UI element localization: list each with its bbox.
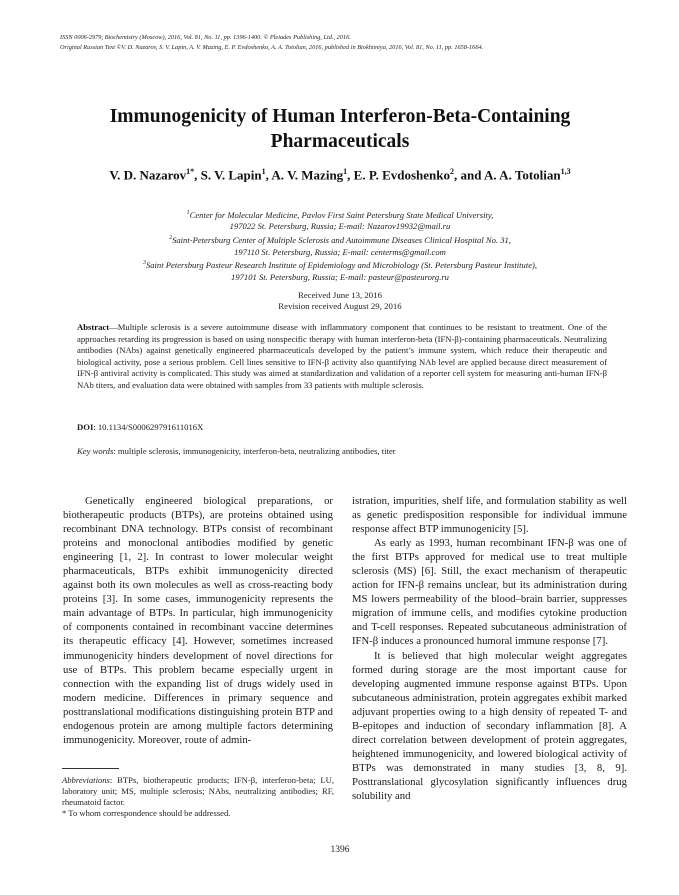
abbreviations-footnote: [62, 775, 334, 808]
author-separator: ,: [347, 167, 354, 183]
affiliation-1: [60, 208, 620, 233]
footnote-divider: [62, 768, 119, 769]
author-affiliation-mark: 1: [261, 167, 266, 176]
article-title: [60, 104, 620, 154]
doi-value[interactable]: : 10.1134/S000629791611016X: [93, 422, 204, 432]
body-paragraph: Genetically engineered biological preparations, or biotherapeutic products (BTPs), are proteins obtained using recombinant DNA technology. BTPs consist of recombinant proteins and monoclonal antibodies modified by genetic engineering [1, 2]. In contrast to lower molecular weight pharmaceuticals, BTPs exhibit immunogenicity directed against both its own molecules as well as cross-reacting body proteins [3]. In some cases, immunogenicity represents the main advantage of BTPs. In particular, high immunogenicity of components contained in recombinant vaccine determines its therapeutic efficacy [4]. However, sometimes increased immunogenicity hinders development of novel directions for use of BTPs. This problem became especially urgent in connection with the expanding list of drugs widely used in modern medicine. Differences in primary sequence and posttranslational modifications distinguishing protein BTP and endogenous protein are among multiple factors determining immunogenicity. Moreover, route of admin-: [63, 495, 333, 746]
body-column-left: [63, 494, 333, 747]
affiliation-2: [60, 233, 620, 258]
affiliation-mark: 2: [169, 235, 173, 242]
author-affiliation-mark: 2: [450, 167, 455, 176]
affiliations: [60, 208, 620, 283]
original-text-line: Original Russian Text ©V. D. Nazarov, S. V. Lapin, A. V. Mazing, E. P. Evdoshenko, A. A. Totolian, 2016, published in Biokhimiya, 2016, Vol. 81, No. 11, pp. 1658-1664.: [60, 44, 484, 51]
affiliation-mark: 1: [186, 210, 190, 216]
author-name: S. V. Lapin: [200, 167, 262, 183]
affiliation-address: 197110 St. Petersburg, Russia; E-mail: centerms@gmail.com: [234, 246, 446, 257]
author-affiliation-mark: 1: [343, 167, 348, 176]
journal-header: [60, 33, 660, 53]
title-line-2: Pharmaceuticals: [270, 131, 410, 152]
author-separator: , and: [454, 167, 485, 183]
keywords-value: : multiple sclerosis, immunogenicity, interferon-beta, neutralizing antibodies, titer: [113, 446, 396, 456]
affiliation-institution: Center for Molecular Medicine, Pavlov First Saint Petersburg State Medical University,: [189, 209, 494, 220]
body-paragraph-continued: istration, impurities, shelf life, and formulation stability as well as genetic predisposition responsible for individual immune response affect BTP immunogenicity [5].: [352, 495, 627, 536]
doi-label: DOI: [77, 422, 94, 432]
affiliation-3: [60, 258, 620, 283]
author-list: [60, 164, 620, 183]
author-name: E. P. Evdoshenko: [353, 167, 451, 183]
author-name: A. A. Totolian: [484, 167, 561, 183]
author-name: A. V. Mazing: [271, 167, 344, 183]
affiliation-institution: Saint-Petersburg Center of Multiple Sclerosis and Autoimmune Diseases Clinical Hospital No. 31,: [172, 234, 511, 245]
author-affiliation-mark: 1,3: [560, 167, 571, 176]
doi: [77, 422, 607, 433]
affiliation-mark: 3: [142, 260, 146, 267]
journal-citation-line: ISSN 0006-2979, Biochemistry (Moscow), 2016, Vol. 81, No. 11, pp. 1396-1400. © Pleiades Publishing, Ltd., 2016.: [60, 34, 351, 41]
affiliation-institution: Saint Petersburg Pasteur Research Institute of Epidemiology and Microbiology (St. Petersburg Pasteur Institute),: [145, 259, 538, 270]
footnotes: [62, 775, 334, 819]
body-column-right: [352, 494, 627, 803]
received-dates: [60, 290, 620, 312]
received-date: Received June 13, 2016: [297, 290, 383, 300]
abstract-text: —Multiple sclerosis is a severe autoimmune disease with inflammatory component that continues to be resistant to treatment. One of the approaches retarding its progression is based on using nonspecific therapy with human interferon-beta (IFN-β)-containing pharmaceuticals. Neutralizing antibodies (NAbs) against genetically engineered pharmaceuticals developed by the patient’s immune system, which reduce their therapeutic and biological activity, pose a serious problem. Cell lines sensitive to IFN-β activity also quantifying NAb level are applied because direct measurement of IFN-β antiviral activity is complicated. This study was aimed at standardization and validation of a reporter cell system for measuring anti-human IFN-β NAb titers, and evaluation data were obtained with samples from 33 patients with multiple sclerosis.: [77, 322, 607, 390]
abstract: [77, 322, 607, 392]
abbreviations-text: : BTPs, biotherapeutic products; IFN-β, interferon-beta; LU, laboratory unit; MS, multiple sclerosis; NAbs, neutralizing antibodies; RF, rheumatoid factor.: [62, 775, 334, 807]
page-number: 1396: [330, 845, 350, 855]
author-affiliation-mark: 1*: [186, 167, 195, 176]
body-paragraph: As early as 1993, human recombinant IFN-β was one of the first BTPs approved for medical use to treat multiple sclerosis (MS) [6]. Still, the exact mechanism of therapeutic action for IFN-β remains unclear, but its administration during MS lowers permeability of the blood–brain barrier, suppresses migration of immune cells, and modifies cytokine production and T-cell responses. Repeated subcutaneous administration of IFN-β induces a pronounced humoral immune response [7].: [352, 537, 627, 648]
keywords-label: Key words: [77, 446, 114, 456]
author-name: V. D. Nazarov: [109, 167, 187, 183]
abbreviations-label: Abbreviations: [62, 775, 110, 785]
keywords: [77, 446, 607, 457]
abstract-label: Abstract: [77, 322, 110, 332]
title-line-1: Immunogenicity of Human Interferon-Beta-Containing: [109, 106, 571, 127]
correspondence-footnote: * To whom correspondence should be addressed.: [62, 808, 231, 818]
author-separator: ,: [194, 167, 201, 183]
revision-date: Revision received August 29, 2016: [278, 301, 402, 311]
affiliation-address: 197022 St. Petersburg, Russia; E-mail: Nazarov19932@mail.ru: [229, 221, 451, 232]
author-separator: ,: [265, 167, 272, 183]
body-paragraph: It is believed that high molecular weight aggregates formed during storage are the most important cause for developing augmented immune response against BTPs. Upon subcutaneous administration, protein aggregates exhibit marked adjuvant properties owing to a high density of repeated T- and B-epitopes and induction of secondary inflammation [8]. A direct correlation between development of protein aggregates, heightened immunogenicity, and lowered biological activity of BTPs was demonstrated in many studies [3, 8, 9]. Posttranslational glycosylation significantly influences drug solubility and: [352, 649, 627, 802]
affiliation-address: 197101 St. Petersburg, Russia; E-mail: pasteur@pasteurorg.ru: [231, 271, 449, 282]
